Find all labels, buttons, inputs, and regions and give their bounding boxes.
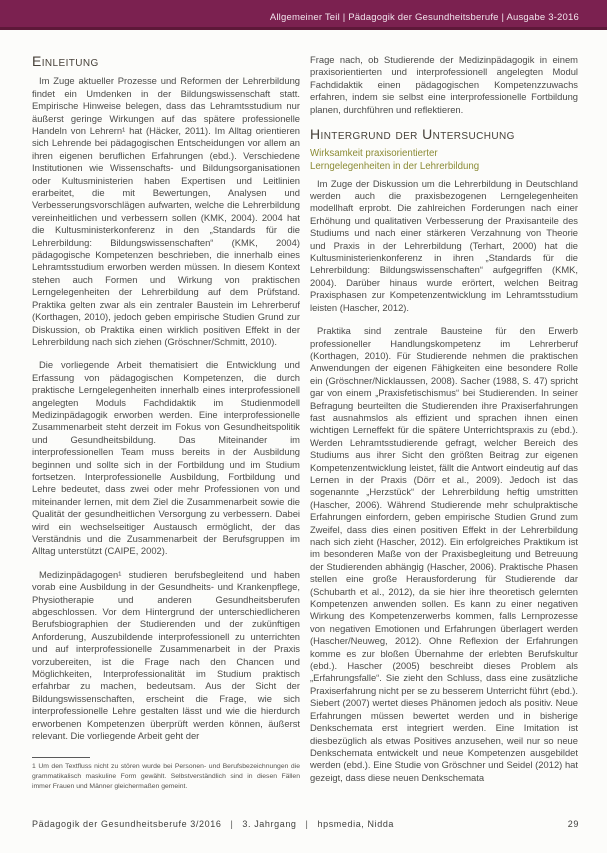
article-body [0,30,607,795]
section-heading-einleitung: Einleitung [32,53,99,69]
footer-journal-title: Pädagogik der Gesundheitsberufe 3/2016 [32,819,222,829]
paragraph-intro-1: Im Zuge aktueller Prozesse und Reformen der Lehrerbildung findet ein Umdenken in der Bildungswissenschaft statt. Empirische Hinweise belegen, dass das Lehramtsstudium nur äußerst geringe Wirkungen auf das spätere professionelle Handeln von Lehrern¹ hat (Häcker, 2011). Im Alltag orientieren sich Lehrende bei pädagogischen Entscheidungen vor allem an ihren eigenen beruflichen Erfahrungen (ebd.). Verschiedene Institutionen wie Wissenschafts- und Bildungsorganisationen oder Kultusministerien haben Expertisen und Leitlinien erarbeitet, die mit Bewertungen, Analysen und Verbesserungsvorschlägen aufwarten, welche die Lehrerbildung vereinheitlichen und verbessern sollen (KMK, 2004). 2004 hat die Kultusministerkonferenz in den „Standards für die Lehrerbildung: Bildungswissenschaften“ (KMK, 2004) pädagogische Kompetenzen beschrieben, die innerhalb eines Lehramtsstudium erworben werden müssen. In diesem Kontext stehen auch Formen und Wirkung von praktischen Lerngelegenheiten der Lehrerbildung auf dem Prüfstand. Praktika gelten zwar als ein zentraler Baustein im Lehrerberuf (Korthagen, 2010), jedoch geben empirische Studien Grund zur Diskussion, ob Praktika einen wirklich positiven Effekt in der Lehrerbildung nach sich ziehen (Gröschner/Schmitt, 2010). [32,75,300,347]
footnote-block [32,757,300,793]
subsection-heading-line1: Wirksamkeit praxisorientierter [310,148,438,160]
paragraph-hintergrund-2: Praktika sind zentrale Bausteine für den Erwerb professioneller Handlungskompetenz im Lehrerberuf (Korthagen, 2010). Für Studierende nehmen die praktischen Anwendungen der eigenen Fähigkeiten eine besondere Rolle ein (Gröschner/Nicklaussen, 2008). Sacher (1988, S. 47) spricht gar von einem „Praxisfetischismus“ bei Studierenden. In seiner Befragung beurteilten die Studierenden ihre Praxiserfahrungen fast ausnahmslos als effizient und sprachen ihnen einen wichtigen Lerneffekt für die spätere Unterrichtspraxis zu (ebd.). Werden Lehramtsstudierende gefragt, welcher Bereich des Studiums aus ihrer Sicht den größten Beitrag zur eigenen Kompetenzentwicklung leistet, fällt die Antwort eindeutig auf das Lernen in der Praxis (Dörr et al., 2009). Jedoch ist das sogenannte „Herzstück“ der Lehrerbildung heftig umstritten (Hascher, 2006). Während Studierende mehr schulpraktische Erfahrungen einfordern, geben empirische Studien Grund zum Zweifel, dass dies einen positiven Effekt in der Lehrerbildung nach sich zieht (Hascher, 2012). Ein erfolgreiches Praktikum ist im besonderen Maße von der Praxisbegleitung und Betreuung der Studierenden abhängig (Hascher, 2006). Praktische Phasen stellen eine große Herausforderung für Studierende dar (Schubarth et al., 2012), da sie hier ihre theoretisch gelernten Kompetenzen anwenden sollen. Es kann zu einer negativen Wirkung des Kompetenzerwerbs kommen, falls Lernprozesse von negativen Emotionen und Erfahrungen überlagert werden (Hascher/Neuweg, 2012). Ohne Reflexion der Erfahrungen komme es zur bloßen Übernahme der erlebten Berufskultur (ebd.). Hascher (2005) beschreibt dieses Problem als „Erfahrungsfalle“. Sie zieht den Schluss, dass eine zusätzliche Praxiserfahrung nicht per se zu besserem Unterricht führt (ebd.). Siebert (2007) wertet dieses Phänomen jedoch als positiv. Neue Erfahrungen müssen bewertet werden und in bisherige Denkschemata erst integriert werden. Eine Imitation ist diesbezüglich als etwas Positives anzusehen, weil nur so neue Denkschemata entwickelt und neue Kompetenzen ausgebildet werden (ebd.). Eine Studie von Gröschner und Seidel (2012) hat gezeigt, dass diese neuen Denkschemata [310,325,578,783]
footnote-text: 1 Um den Textfluss nicht zu stören wurde bei Personen- und Berufsbezeichnungen die grammatikalisch maskuline Form gewählt. Selbstverständlich sind in diesen Fällen immer Frauen und Männer gleichermaßen gemeint. [32,762,300,790]
paragraph-intro-3: Medizinpädagogen¹ studieren berufsbegleitend und haben vorab eine Ausbildung in der Gesundheits- und Krankenpflege, Physiotherapie und anderen Gesundheitsberufen abgeschlossen. Vor dem Hintergrund der unterschiedlicheren Berufsbiographien der Studierenden und der zukünftigen Anforderung, Auszubildende interprofessionell zu unterrichten und auf interprofessionelle Zusammenarbeit in der Praxis vorzubereiten, ist die Frage nach den Chancen und Möglichkeiten, Interprofessionalität im Studium praktisch erfahrbar zu machen, bedeutsam. Aus der Sicht der Bildungswissenschaften, erscheint die Frage, wie sich interprofessionelle Lehre gestalten lässt und wie die hierdurch erworbenen Kompetenzen überprüft werden können, äußerst relevant. Die vorliegende Arbeit geht der [32,568,300,742]
paragraph-hintergrund-1: Im Zuge der Diskussion um die Lehrerbildung in Deutschland werden auch die praxisbezogenen Lerngelegenheiten modellhaft erprobt. Die zahlreichen Forderungen nach einer Erhöhung und qualitativen Verbesserung der Praxisanteile des Studiums und nach einer stärkeren Verzahnung von Theorie und Praxis in der Lehrerbildung (Terhart, 2000) hat die Kultusministerienkonferenz in ihren „Standards für die Lehrerbildung: Bildungswissenschaften“ aufgegriffen (KMK, 2004). Darüber hinaus wurde erörtert, welchen Beitrag Praxisphasen zur Kompetenzentwicklung im Lehramtsstudium leisten (Hascher, 2012). [310,177,578,313]
subsection-heading-line2: Lerngelegenheiten in der Lehrerbildung [310,161,480,173]
paragraph-intro-2: Die vorliegende Arbeit thematisiert die Entwicklung und Erfassung von pädagogischen Kompetenzen, die durch praktische Lerngelegenheiten innerhalb eines interprofessionell angelegten Moduls Fachdidaktik im Studienmodell Medizinpädagogik erworben werden. Eine interprofessionelle Zusammenarbeit steht derzeit im Fokus von Gesundheitspolitik und Gesundheitsbildung. Das Miteinander im interprofessionellen Team muss bereits in der Ausbildung beginnen und sollte sich in der Fortbildung und im Studium fortsetzen. Interprofessionelle Ausbildung, Fortbildung und Lehre bedeutet, dass zwei oder mehr Professionen von und miteinander lernen, mit dem Ziel die Zusammenarbeit sowie die Qualität der gesundheitlichen Versorgung zu verbessern. Dabei wird ein wechselseitiger Austausch ermöglicht, der das Verständnis und die Zusammenarbeit der Berufsgruppen im Alltag unterstützt (CAIPE, 2002). [32,359,300,557]
left-column [32,54,300,795]
page-header-bar [0,0,607,30]
footer-separator: | [305,819,309,829]
section-heading-hintergrund: Hintergrund der Untersuchung [310,126,515,143]
subsection-heading [310,148,578,173]
paragraph-intro-continuation: Frage nach, ob Studierende der Medizinpädagogik in einem praxisorientierten und interprofessionell angelegten Modul Fachdidaktik einen pädagogischen Kompetenzzuwachs erfahren, indem sie selbst eine interprofessionelle Fortbildung planen, durchführen und reflektieren. [310,54,578,115]
footnote-separator-rule [32,757,90,758]
page-number: 29 [567,819,579,829]
right-column [310,54,578,795]
footer-separator: | [230,819,234,829]
footer-publisher: hpsmedia, Nidda [317,819,395,829]
page-footer [32,819,579,829]
running-head: Allgemeiner Teil | Pädagogik der Gesundheitsberufe | Ausgabe 3-2016 [269,12,579,23]
footer-volume: 3. Jahrgang [242,819,297,829]
